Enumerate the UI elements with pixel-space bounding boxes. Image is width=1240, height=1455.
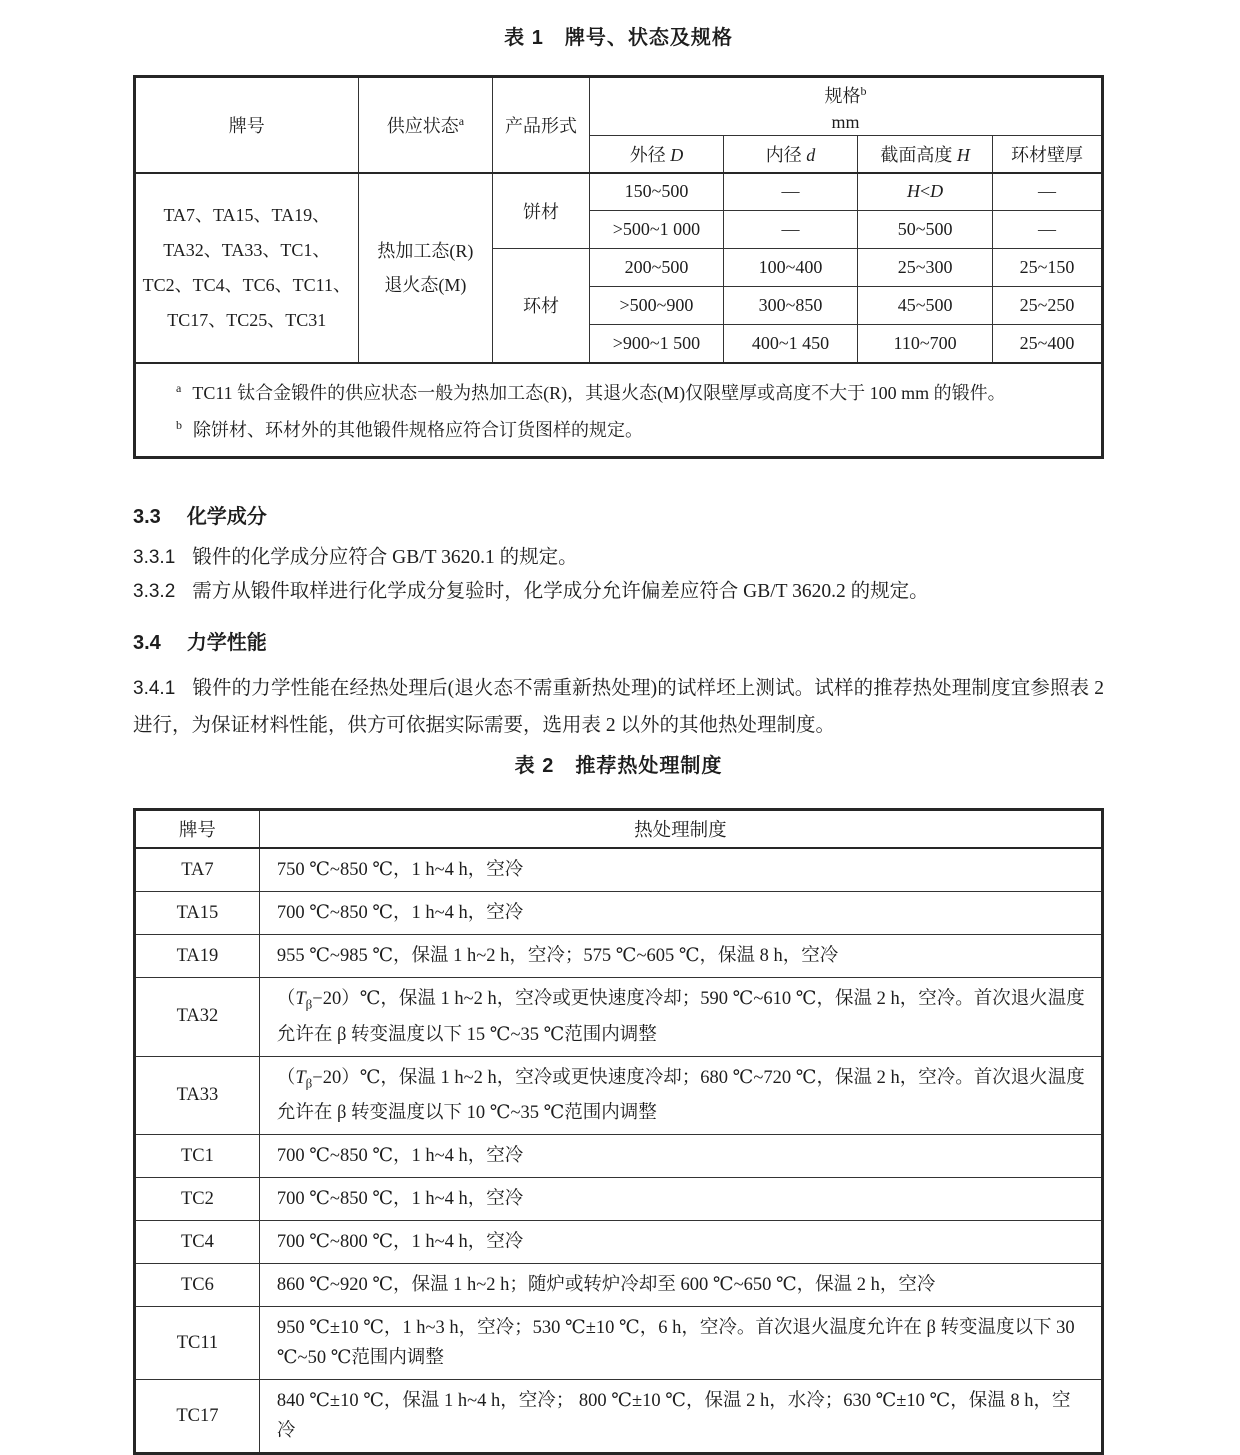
table-row [135,1056,1103,1135]
t1-data-cell: 45~500 [858,287,993,325]
t2-grade-cell: TA15 [135,892,260,935]
footnote-a-marker: a [176,381,181,395]
t1-header-section-height: 截面高度 H [858,136,993,173]
section-number: 3.3 [133,506,161,528]
t2-regime-cell: 700 ℃~850 ℃，1 h~4 h，空冷 [259,1178,1102,1221]
clause-3-4-1 [133,670,1104,744]
footnote-a [176,372,1077,409]
table1-spec-table [133,75,1104,459]
t2-regime-cell: $(T_\beta-20)℃$，保温 1 h~2 h，空冷或更快速度冷却；590 ℃~610 ℃，保温 2 h，空冷。首次退火温度允许在 β 转变温度以下 15 ℃~35 ℃范围内调整 [259,978,1102,1057]
t2-regime-cell: 750 ℃~850 ℃，1 h~4 h，空冷 [259,848,1102,892]
table-row [135,1380,1103,1454]
clause-3-3-1 [133,541,1104,575]
t2-regime-cell: 700 ℃~800 ℃，1 h~4 h，空冷 [259,1221,1102,1264]
clause-text: 锻件的化学成分应符合 GB/T 3620.1 的规定。 [192,547,577,568]
t1-data-cell: >500~900 [589,287,723,325]
t2-grade-cell: TA33 [135,1056,260,1135]
t2-grade-cell: TC17 [135,1380,260,1454]
t2-header-regime: 热处理制度 [259,809,1102,848]
t1-data-cell: 110~700 [858,325,993,363]
table2-heat-treatment-table [133,808,1104,1455]
table-row [135,1264,1103,1307]
t2-grade-cell: TC6 [135,1264,260,1307]
footnote-a-text: TC11 钛合金锻件的供应状态一般为热加工态(R)，其退火态(M)仅限壁厚或高度不大于 100 mm 的锻件。 [192,383,1005,403]
clause-number: 3.4.1 [133,678,175,699]
t2-grade-cell: TA19 [135,935,260,978]
t1-header-outer-diameter: 外径 D [589,136,723,173]
t1-data-cell: 300~850 [724,287,858,325]
t1-supply-condition-cell: 热加工态(R) 退火态(M) [358,173,493,363]
table-row [135,848,1103,892]
table-row [135,1221,1103,1264]
t1-data-cell: H<D [858,173,993,211]
t2-regime-cell: 860 ℃~920 ℃，保温 1 h~2 h；随炉或转炉冷却至 600 ℃~650 ℃，保温 2 h，空冷 [259,1264,1102,1307]
clause-number: 3.3.2 [133,581,175,602]
t1-data-cell: 200~500 [589,249,723,287]
footnote-b [176,409,1077,446]
table-row [135,1178,1103,1221]
t1-data-cell: — [724,173,858,211]
t1-data-cell: >500~1 000 [589,211,723,249]
t1-header-inner-diameter: 内径 d [724,136,858,173]
t1-data-cell: 100~400 [724,249,858,287]
table-row [135,1307,1103,1380]
t1-data-cell: 50~500 [858,211,993,249]
t1-header-ring-wall-thickness: 环材壁厚 [993,136,1103,173]
t1-footnotes-cell [135,363,1103,458]
t1-header-grade: 牌号 [135,77,359,173]
table-row [135,892,1103,935]
t1-data-cell: — [993,173,1103,211]
section-title: 化学成分 [187,506,267,528]
clause-3-3-2 [133,575,1104,609]
t1-data-cell: 150~500 [589,173,723,211]
t2-regime-cell: 840 ℃±10 ℃，保温 1 h~4 h，空冷； 800 ℃±10 ℃，保温 2 h，水冷；630 ℃±10 ℃，保温 8 h，空冷 [259,1380,1102,1454]
table1-title: 表 1 牌号、状态及规格 [133,26,1104,50]
t1-spec-unit: mm [594,109,1097,135]
clause-text: 需方从锻件取样进行化学成分复验时，化学成分允许偏差应符合 GB/T 3620.2 的规定。 [192,581,928,602]
table-row [135,935,1103,978]
t2-regime-cell: 955 ℃~985 ℃，保温 1 h~2 h，空冷；575 ℃~605 ℃，保温 8 h，空冷 [259,935,1102,978]
table-row [135,173,1103,211]
t1-form-ring-cell: 环材 [493,249,590,363]
t2-regime-cell: 950 ℃±10 ℃，1 h~3 h，空冷；530 ℃±10 ℃，6 h，空冷。首次退火温度允许在 β 转变温度以下 30 ℃~50 ℃范围内调整 [259,1307,1102,1380]
t1-data-cell: >900~1 500 [589,325,723,363]
table-row [135,1135,1103,1178]
t1-spec-label: 规格$^b$ [594,78,1097,109]
t2-grade-cell: TC2 [135,1178,260,1221]
t2-header-grade: 牌号 [135,809,260,848]
t1-data-cell: 25~300 [858,249,993,287]
table2-title: 表 2 推荐热处理制度 [133,754,1104,778]
t2-regime-cell: 700 ℃~850 ℃，1 h~4 h，空冷 [259,1135,1102,1178]
section-number: 3.4 [133,632,161,654]
t1-form-cake-cell: 饼材 [493,173,590,249]
t2-grade-cell: TC1 [135,1135,260,1178]
t1-data-cell: 25~150 [993,249,1103,287]
t1-data-cell: 25~250 [993,287,1103,325]
section-title: 力学性能 [187,632,267,654]
t1-data-cell: 25~400 [993,325,1103,363]
t1-header-product-form: 产品形式 [493,77,590,173]
t2-grade-cell: TC11 [135,1307,260,1380]
t2-grade-cell: TA32 [135,978,260,1057]
t1-data-cell: — [724,211,858,249]
t1-grades-cell: TA7、TA15、TA19、TA32、TA33、TC1、TC2、TC4、TC6、TC11、TC17、TC25、TC31 [135,173,359,363]
footnote-b-marker: b [176,418,182,432]
clause-text: 锻件的力学性能在经热处理后(退火态不需重新热处理)的试样坯上测试。试样的推荐热处理制度宜参照表 2 进行，为保证材料性能，供方可依据实际需要，选用表 2 以外的其他热处理制度。 [133,678,1104,736]
t1-data-cell: — [993,211,1103,249]
footnote-row [135,363,1103,458]
t2-grade-cell: TC4 [135,1221,260,1264]
t1-data-cell: 400~1 450 [724,325,858,363]
t2-regime-cell: 700 ℃~850 ℃，1 h~4 h，空冷 [259,892,1102,935]
table-row [135,978,1103,1057]
section-3-3-heading [133,505,1104,529]
t2-regime-cell: $(T_\beta-20)℃$，保温 1 h~2 h，空冷或更快速度冷却；680 ℃~720 ℃，保温 2 h，空冷。首次退火温度允许在 β 转变温度以下 10 ℃~35 ℃范围内调整 [259,1056,1102,1135]
clause-number: 3.3.1 [133,547,175,568]
t2-grade-cell: TA7 [135,848,260,892]
section-3-4-heading [133,631,1104,655]
t1-header-supply-condition: 供应状态$^a$ [358,77,493,173]
footnote-b-text: 除饼材、环材外的其他锻件规格应符合订货图样的规定。 [193,420,643,440]
t1-header-spec [589,77,1102,136]
